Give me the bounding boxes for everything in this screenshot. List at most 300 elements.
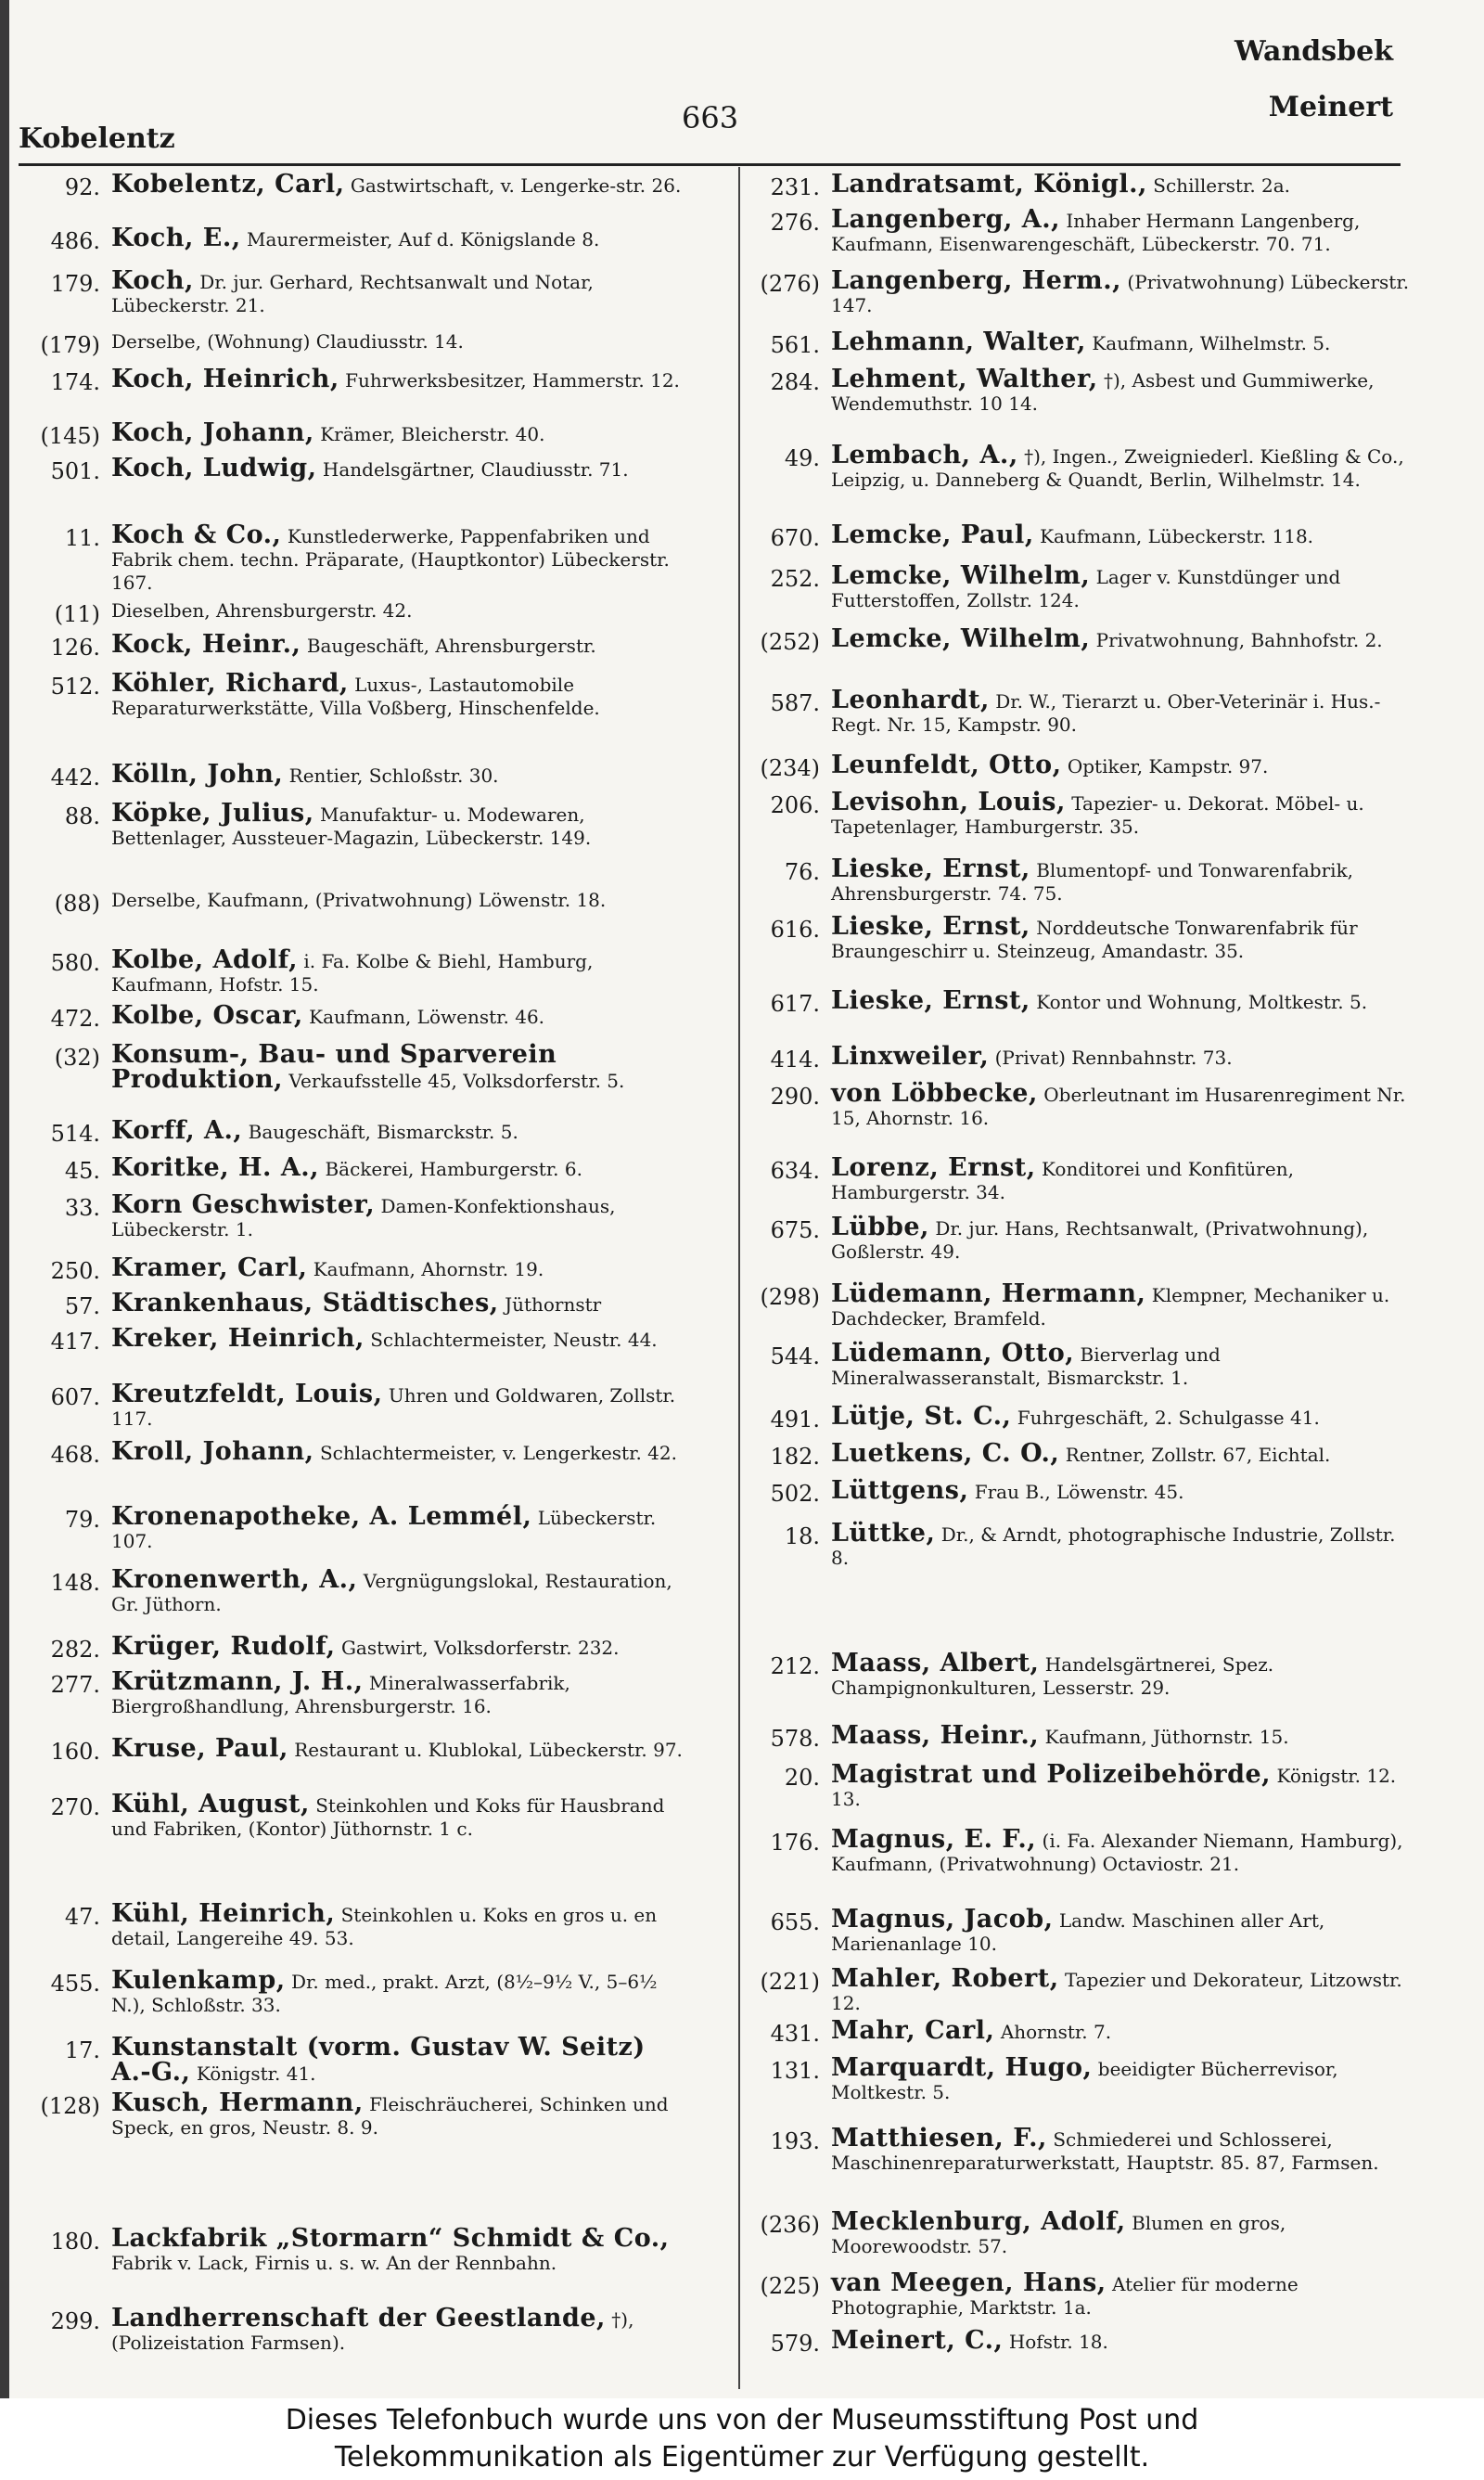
phone-number: 512. [50, 674, 100, 700]
phone-number: 179. [50, 271, 100, 297]
directory-entry [742, 2268, 1410, 2319]
subscriber-name: Lemcke, Paul, [831, 520, 1034, 549]
directory-entry [22, 1116, 690, 1147]
entry-details: †), Ingen., Zweigniederl. Kießling & Co., Leipzig, u. Danneberg & Quandt, Berlin, Wilhelmstr. 14. [831, 445, 1404, 491]
entry-body [831, 170, 1410, 199]
directory-entry [742, 443, 1410, 492]
phone-number: 131. [770, 2058, 820, 2084]
directory-entry [742, 1402, 1410, 1433]
directory-entry [22, 1437, 690, 1468]
entry-body [831, 1519, 1410, 1570]
subscriber-name: Kreker, Heinrich, [111, 1324, 365, 1353]
phone-number: 17. [64, 2037, 100, 2063]
entry-body [831, 1215, 1410, 1264]
entry-body [111, 2304, 690, 2355]
entry-body [111, 1667, 690, 1718]
subscriber-name: Krankenhaus, Städtisches, [111, 1289, 499, 1317]
entry-body [831, 1651, 1410, 1700]
subscriber-name: Kühl, August, [111, 1790, 310, 1818]
directory-entry [22, 1040, 690, 1094]
subscriber-name: Kreutzfeldt, Louis, [111, 1380, 383, 1408]
subscriber-name: Konsum-, Bau- und Sparverein Produktion, [111, 1040, 557, 1094]
entry-details: Tapezier und Dekorateur, Litzowstr. 12. [831, 1969, 1402, 2014]
entry-details: Damen-Konfektionshaus, Lübeckerstr. 1. [111, 1195, 616, 1240]
directory-entry [22, 599, 690, 627]
phone-number: 442. [50, 765, 100, 790]
phone-number: 655. [770, 1909, 820, 1935]
subscriber-name: Matthiesen, F., [831, 2124, 1047, 2152]
directory-entry [742, 2016, 1410, 2047]
entry-body [111, 599, 690, 623]
entry-body [831, 2016, 1410, 2045]
entry-body [831, 1476, 1410, 1505]
subscriber-name: Mahr, Carl, [831, 2016, 995, 2045]
phone-number: (179) [40, 332, 100, 358]
directory-entry [742, 266, 1410, 317]
phone-number: 180. [50, 2229, 100, 2255]
town-name: Wandsbek [1234, 35, 1393, 68]
entry-details: (Privat) Rennbahnstr. 73. [994, 1047, 1233, 1069]
right-keyword: Meinert [1268, 91, 1393, 123]
subscriber-name: Lackfabrik „Stormarn“ Schmidt & Co., [111, 2224, 670, 2253]
directory-entry [742, 1651, 1410, 1700]
entry-body [831, 1964, 1410, 2015]
subscriber-name: Lemcke, Wilhelm, [831, 624, 1091, 653]
subscriber-name: Kolbe, Adolf, [111, 945, 299, 974]
directory-entry [742, 2326, 1410, 2357]
entry-body [831, 1721, 1410, 1750]
entry-details: †), (Polizeistation Farmsen). [111, 2308, 634, 2354]
phone-number: 544. [770, 1343, 820, 1369]
entry-details: Blumentopf- und Tonwarenfabrik, Ahrensburgerstr. 74. 75. [831, 859, 1354, 905]
directory-entry [742, 986, 1410, 1017]
entry-body [831, 624, 1410, 653]
entry-body [111, 1437, 690, 1466]
directory-entry [22, 1734, 690, 1765]
entry-body [831, 2268, 1410, 2319]
entry-details: Schlachtermeister, Neustr. 44. [370, 1329, 658, 1351]
phone-number: 212. [770, 1653, 820, 1679]
entry-details: Oberleutnant im Husarenregiment Nr. 15, Ahornstr. 16. [831, 1084, 1406, 1129]
entry-details: Dr. W., Tierarzt u. Ober-Veterinär i. Hus.-Regt. Nr. 15, Kampstr. 90. [831, 690, 1381, 736]
subscriber-name: Koch, [111, 266, 194, 295]
subscriber-name: Mecklenburg, Adolf, [831, 2207, 1126, 2236]
entry-body [831, 1042, 1410, 1071]
directory-entry [742, 1825, 1410, 1876]
entry-body [111, 2224, 690, 2275]
phone-number: 250. [50, 1258, 100, 1284]
directory-entry [22, 2033, 690, 2087]
phone-number: 79. [64, 1507, 100, 1533]
subscriber-name: Landherrenschaft der Geestlande, [111, 2304, 606, 2332]
entry-details: Dieselben, Ahrensburgerstr. 42. [111, 599, 413, 622]
phone-number: 160. [50, 1739, 100, 1765]
directory-entry [22, 170, 690, 200]
phone-number: 193. [770, 2128, 820, 2154]
subscriber-name: Kölln, John, [111, 760, 284, 789]
entry-body [111, 418, 690, 447]
entry-details: Handelsgärtner, Claudiusstr. 71. [322, 458, 629, 481]
directory-entry [22, 1565, 690, 1616]
entry-details: Rentner, Zollstr. 67, Eichtal. [1065, 1444, 1331, 1466]
entry-body [831, 266, 1410, 317]
subscriber-name: Maass, Albert, [831, 1649, 1040, 1677]
directory-entry [22, 1291, 690, 1319]
book-spine [0, 0, 9, 2398]
phone-number: (11) [54, 601, 100, 627]
footer-line-1: Dieses Telefonbuch wurde uns von der Museumsstiftung Post und [285, 2404, 1199, 2436]
subscriber-name: Marquardt, Hugo, [831, 2053, 1093, 2082]
subscriber-name: Lüdemann, Hermann, [831, 1279, 1146, 1308]
phone-number: 126. [50, 635, 100, 661]
entry-body [831, 520, 1410, 549]
entry-details: Fuhrwerksbesitzer, Hammerstr. 12. [345, 369, 680, 392]
entry-body [111, 170, 690, 199]
directory-entry [742, 1042, 1410, 1073]
phone-number: 617. [770, 991, 820, 1017]
directory-entry [742, 2124, 1410, 2175]
phone-number: (225) [760, 2273, 820, 2299]
phone-number: 231. [770, 174, 820, 200]
subscriber-name: Lüdemann, Otto, [831, 1339, 1075, 1368]
entry-body [111, 760, 690, 789]
phone-number: (128) [40, 2093, 100, 2119]
entry-body [831, 2326, 1410, 2355]
directory-entry [22, 799, 690, 850]
subscriber-name: Mahler, Robert, [831, 1964, 1059, 1993]
entry-details: Manufaktur- u. Modewaren, Bettenlager, Aussteuer-Magazin, Lübeckerstr. 149. [111, 803, 592, 849]
subscriber-name: Linxweiler, [831, 1042, 990, 1071]
subscriber-name: Koch, Heinrich, [111, 365, 339, 393]
entry-details: Kaufmann, Ahornstr. 19. [313, 1258, 544, 1280]
subscriber-name: Krüger, Rudolf, [111, 1632, 336, 1661]
directory-entry [742, 790, 1410, 839]
directory-entry [742, 367, 1410, 416]
entry-details: (i. Fa. Alexander Niemann, Hamburg), Kaufmann, (Privatwohnung) Octaviostr. 21. [831, 1830, 1403, 1875]
directory-entry [22, 1899, 690, 1950]
entry-body [831, 1760, 1410, 1811]
entry-body [111, 1040, 690, 1094]
entry-details: Lübeckerstr. 107. [111, 1507, 657, 1552]
phone-number: 561. [770, 332, 820, 358]
entry-body [111, 330, 690, 353]
directory-entry [742, 1476, 1410, 1507]
phone-number: 417. [50, 1329, 100, 1355]
directory-entry [742, 2053, 1410, 2104]
phone-number: 276. [770, 210, 820, 236]
entry-body [111, 1253, 690, 1282]
phone-number: 284. [770, 369, 820, 395]
entry-body [111, 1116, 690, 1145]
phone-number: 206. [770, 792, 820, 818]
subscriber-name: Kunstanstalt (vorm. Gustav W. Seitz) A.-G., [111, 2033, 646, 2087]
entry-body [831, 688, 1410, 737]
entry-body [831, 857, 1410, 906]
entry-details: Königstr. 41. [196, 2062, 316, 2085]
subscriber-name: Landratsamt, Königl., [831, 170, 1147, 199]
directory-entry [22, 1502, 690, 1553]
entry-details: Kunstlederwerke, Pappenfabriken und Fabrik chem. techn. Präparate, (Hauptkontor) Lübeckerstr. 167. [111, 525, 670, 594]
subscriber-name: Langenberg, Herm., [831, 266, 1122, 295]
entry-body [831, 1402, 1410, 1431]
entry-details: Atelier für moderne Photographie, Marktstr. 1a. [831, 2273, 1298, 2319]
subscriber-name: Korn Geschwister, [111, 1190, 376, 1219]
entry-body [831, 1905, 1410, 1956]
subscriber-name: Koch, Johann, [111, 418, 314, 447]
directory-entry [742, 688, 1410, 737]
phone-number: 252. [770, 566, 820, 592]
subscriber-name: Köhler, Richard, [111, 669, 349, 698]
directory-entry [742, 1519, 1410, 1570]
subscriber-name: Koch, Ludwig, [111, 454, 317, 482]
entry-details: Fabrik v. Lack, Firnis u. s. w. An der Rennbahn. [111, 2252, 557, 2274]
entry-body [831, 561, 1410, 612]
directory-entry [742, 561, 1410, 612]
subscriber-name: Koch & Co., [111, 520, 282, 549]
entry-details: Bäckerei, Hamburgerstr. 6. [325, 1158, 582, 1180]
subscriber-name: Korff, A., [111, 1116, 243, 1145]
entry-body [831, 330, 1410, 355]
directory-entry [22, 1667, 690, 1718]
phone-number: 580. [50, 950, 100, 976]
subscriber-name: Krützmann, J. H., [111, 1667, 364, 1696]
subscriber-name: Köpke, Julius, [111, 799, 314, 828]
directory-entry [22, 1324, 690, 1355]
entry-details: Krämer, Bleicherstr. 40. [320, 423, 545, 445]
entry-body [111, 2033, 690, 2087]
phone-number: 414. [770, 1047, 820, 1073]
entry-details: Privatwohnung, Bahnhofstr. 2. [1095, 629, 1383, 651]
entry-details: Schmiederei und Schlosserei, Maschinenreparaturwerkstatt, Hauptstr. 85. 87, Farmsen. [831, 2128, 1379, 2174]
directory-entry [22, 1001, 690, 1032]
subscriber-name: Maass, Heinr., [831, 1721, 1040, 1750]
phone-number: 148. [50, 1570, 100, 1596]
subscriber-name: Lieske, Ernst, [831, 912, 1030, 941]
entry-details: Klempner, Mechaniker u. Dachdecker, Bramfeld. [831, 1284, 1390, 1330]
phone-number: (145) [40, 423, 100, 449]
entry-details: Tapezier- u. Dekorat. Möbel- u. Tapetenlager, Hamburgerstr. 35. [831, 792, 1364, 838]
entry-body [831, 1825, 1410, 1876]
entry-details: Luxus-, Lastautomobile Reparaturwerkstätte, Villa Voßberg, Hinschenfelde. [111, 674, 600, 719]
phone-number: 455. [50, 1971, 100, 1997]
entry-body [111, 1190, 690, 1241]
directory-entry [742, 1215, 1410, 1264]
directory-entry [22, 1382, 690, 1431]
entry-body [831, 1279, 1410, 1330]
phone-number: 299. [50, 2308, 100, 2334]
entry-details: beeidigter Bücherrevisor, Moltkestr. 5. [831, 2058, 1338, 2103]
phone-number: 11. [64, 525, 100, 551]
phone-number: 675. [770, 1217, 820, 1243]
directory-entry [742, 170, 1410, 200]
entry-body [831, 1079, 1410, 1130]
entry-details: Gastwirt, Volksdorferstr. 232. [340, 1637, 620, 1659]
entry-details: Jüthornstr [505, 1293, 602, 1316]
directory-entry [22, 418, 690, 449]
phone-number: (298) [760, 1284, 820, 1310]
entry-details: Konditorei und Konfitüren, Hamburgerstr. 34. [831, 1158, 1294, 1203]
entry-details: Verkaufsstelle 45, Volksdorferstr. 5. [288, 1070, 625, 1092]
subscriber-name: Lemcke, Wilhelm, [831, 561, 1091, 590]
subscriber-name: Kulenkamp, [111, 1966, 286, 1995]
directory-entry [742, 857, 1410, 906]
phone-number: (276) [760, 271, 820, 297]
phone-number: 88. [64, 803, 100, 829]
subscriber-name: Lüttke, [831, 1519, 936, 1548]
subscriber-name: van Meegen, Hans, [831, 2268, 1107, 2297]
directory-entry [22, 330, 690, 358]
subscriber-name: Magnus, E. F., [831, 1825, 1037, 1854]
phone-number: 578. [770, 1726, 820, 1752]
phone-number: 282. [50, 1637, 100, 1663]
phone-number: 491. [770, 1407, 820, 1433]
entry-details: Kontor und Wohnung, Moltkestr. 5. [1036, 991, 1368, 1013]
entry-details: Bierverlag und Mineralwasseranstalt, Bismarckstr. 1. [831, 1343, 1221, 1389]
entry-body [111, 1382, 690, 1431]
subscriber-name: Kronenapotheke, A. Lemmél, [111, 1502, 532, 1531]
subscriber-name: Luetkens, C. O., [831, 1439, 1060, 1468]
directory-entry [22, 2304, 690, 2355]
phone-number: (221) [760, 1969, 820, 1995]
column-divider [738, 167, 740, 2389]
entry-body [831, 2053, 1410, 2104]
phone-number: 174. [50, 369, 100, 395]
directory-entry [742, 1079, 1410, 1130]
phone-number: 182. [770, 1444, 820, 1470]
subscriber-name: Kobelentz, Carl, [111, 170, 345, 199]
directory-entry [742, 1439, 1410, 1470]
entry-details: Landw. Maschinen aller Art, Marienanlage 10. [831, 1909, 1325, 1955]
entry-body [111, 1001, 690, 1030]
entry-body [831, 367, 1410, 416]
subscriber-name: Lütje, St. C., [831, 1402, 1012, 1431]
phone-number: (88) [54, 891, 100, 917]
header-rule [19, 163, 1401, 166]
phone-number: (252) [760, 629, 820, 655]
directory-entry [22, 367, 690, 395]
entry-body [831, 986, 1410, 1015]
subscriber-name: Lübbe, [831, 1213, 929, 1241]
subscriber-name: Leunfeldt, Otto, [831, 751, 1062, 779]
directory-entry [742, 1339, 1410, 1390]
entry-body [111, 1734, 690, 1763]
phone-number: 20. [784, 1765, 820, 1791]
subscriber-name: Lorenz, Ernst, [831, 1153, 1036, 1182]
subscriber-name: von Löbbecke, [831, 1079, 1038, 1108]
subscriber-name: Koch, E., [111, 224, 241, 252]
directory-entry [22, 520, 690, 595]
subscriber-name: Meinert, C., [831, 2326, 1004, 2355]
subscriber-name: Lieske, Ernst, [831, 855, 1030, 883]
phone-number: (234) [760, 755, 820, 781]
directory-entry [742, 624, 1410, 655]
subscriber-name: Kock, Heinr., [111, 630, 301, 659]
footer-note [0, 2398, 1484, 2480]
directory-entry [742, 912, 1410, 963]
directory-entry [742, 2207, 1410, 2258]
entry-body [111, 945, 690, 996]
directory-entry [22, 889, 690, 917]
phone-number: 634. [770, 1158, 820, 1184]
subscriber-name: Kramer, Carl, [111, 1253, 308, 1282]
directory-entry [22, 266, 690, 317]
entry-details: Steinkohlen u. Koks en gros u. en detail, Langereihe 49. 53. [111, 1904, 658, 1949]
entry-body [111, 266, 690, 317]
entry-body [831, 1339, 1410, 1390]
entry-body [111, 630, 690, 659]
entry-body [111, 1966, 690, 2017]
entry-details: Mineralwasserfabrik, Biergroßhandlung, Ahrensburgerstr. 16. [111, 1672, 570, 1717]
entry-body [831, 912, 1410, 963]
directory-entry [742, 1964, 1410, 2015]
phone-number: 45. [64, 1158, 100, 1184]
entry-body [111, 1632, 690, 1661]
entry-details: Baugeschäft, Bismarckstr. 5. [248, 1121, 518, 1143]
entry-body [111, 1790, 690, 1841]
footer-line-2: Telekommunikation als Eigentümer zur Verfügung gestellt. [334, 2441, 1150, 2474]
entry-details: Fleischräucherei, Schinken und Speck, en gros, Neustr. 8. 9. [111, 2093, 669, 2139]
entry-body [111, 226, 690, 251]
phone-number: 33. [64, 1195, 100, 1221]
phone-number: 18. [784, 1523, 820, 1549]
entry-body [831, 443, 1410, 492]
subscriber-name: Kroll, Johann, [111, 1437, 314, 1466]
entry-details: Schillerstr. 2a. [1153, 174, 1291, 197]
phone-number: 176. [770, 1830, 820, 1856]
subscriber-name: Kusch, Hermann, [111, 2088, 364, 2117]
entry-details: Kaufmann, Lübeckerstr. 118. [1040, 525, 1314, 547]
phone-number: 670. [770, 525, 820, 551]
phone-number: 502. [770, 1481, 820, 1507]
entry-details: Schlachtermeister, v. Lengerkestr. 42. [319, 1442, 677, 1464]
entry-body [111, 1899, 690, 1950]
phone-number: 616. [770, 917, 820, 943]
entry-body [111, 669, 690, 720]
entry-body [111, 1502, 690, 1553]
entry-details: Dr. jur. Gerhard, Rechtsanwalt und Notar, Lübeckerstr. 21. [111, 271, 594, 316]
phone-number: 514. [50, 1121, 100, 1147]
directory-entry [742, 1279, 1410, 1330]
entry-details: Hofstr. 18. [1008, 2331, 1108, 2353]
entry-body [111, 889, 690, 912]
entry-body [831, 1439, 1410, 1468]
subscriber-name: Lehment, Walther, [831, 365, 1098, 393]
subscriber-name: Koritke, H. A., [111, 1153, 320, 1182]
phone-number: 472. [50, 1006, 100, 1032]
subscriber-name: Magnus, Jacob, [831, 1905, 1054, 1934]
entry-body [111, 1324, 690, 1353]
entry-body [831, 2124, 1410, 2175]
directory-entry [742, 520, 1410, 551]
entry-body [831, 790, 1410, 839]
directory-entry [22, 1190, 690, 1241]
entry-details: Dr., & Arndt, photographische Industrie, Zollstr. 8. [831, 1523, 1396, 1569]
directory-entry [22, 1632, 690, 1663]
phone-number: 607. [50, 1384, 100, 1410]
entry-details: Inhaber Hermann Langenberg, Kaufmann, Eisenwarengeschäft, Lübeckerstr. 70. 71. [831, 210, 1361, 255]
directory-entry [742, 1153, 1410, 1204]
entry-details: Kaufmann, Löwenstr. 46. [309, 1006, 545, 1028]
phone-number: 290. [770, 1084, 820, 1110]
entry-details: Dr. jur. Hans, Rechtsanwalt, (Privatwohnung), Goßlerstr. 49. [831, 1217, 1369, 1263]
directory-entry [742, 1721, 1410, 1752]
subscriber-name: Lüttgens, [831, 1476, 969, 1505]
subscriber-name: Kolbe, Oscar, [111, 1001, 303, 1030]
entry-details: Gastwirtschaft, v. Lengerke-str. 26. [350, 174, 682, 197]
directory-entry [22, 2088, 690, 2139]
phone-number: (32) [54, 1045, 100, 1071]
phone-number: 270. [50, 1794, 100, 1820]
